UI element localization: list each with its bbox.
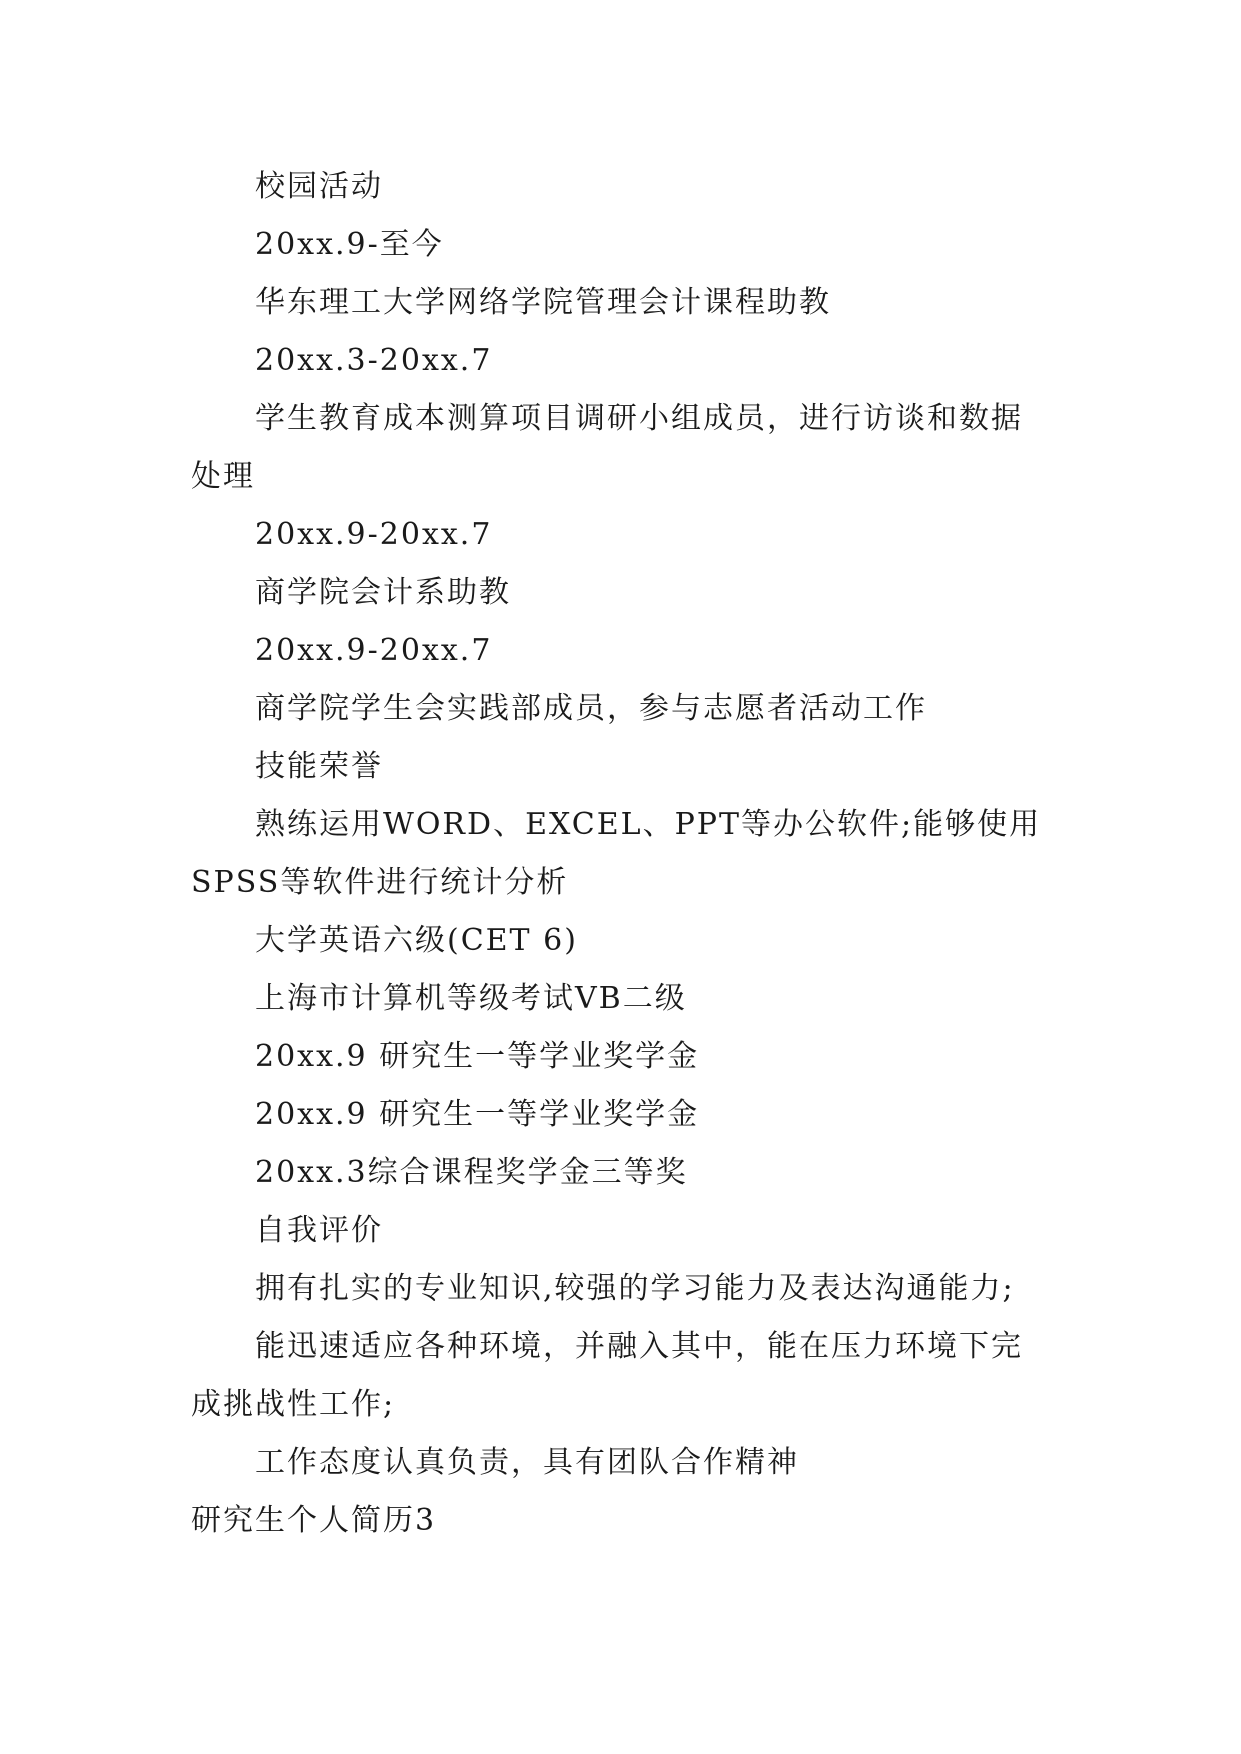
paragraph-self-evaluation-1: 拥有扎实的专业知识,较强的学习能力及表达沟通能力; xyxy=(255,1271,1015,1306)
paragraph-skills-heading: 技能荣誉 xyxy=(255,749,383,784)
paragraph-scholarship: 20xx.9 研究生一等学业奖学金 xyxy=(255,1039,700,1074)
paragraph-date: 20xx.9-至今 xyxy=(255,227,444,262)
paragraph-self-evaluation-3: 工作态度认真负责，具有团队合作精神 xyxy=(255,1445,799,1480)
paragraph-date: 20xx.9-20xx.7 xyxy=(255,633,493,668)
paragraph-computer-exam: 上海市计算机等级考试VB二级 xyxy=(255,981,687,1016)
paragraph-campus-activities-heading: 校园活动 xyxy=(255,169,383,204)
paragraph-scholarship: 20xx.9 研究生一等学业奖学金 xyxy=(255,1097,700,1132)
paragraph-self-evaluation-heading: 自我评价 xyxy=(255,1213,383,1248)
paragraph-research-group: 学生教育成本测算项目调研小组成员，进行访谈和数据处理 xyxy=(191,401,1023,494)
paragraph-date: 20xx.3-20xx.7 xyxy=(255,343,493,378)
paragraph-course-award: 20xx.3综合课程奖学金三等奖 xyxy=(255,1155,688,1190)
paragraph-self-evaluation-2: 能迅速适应各种环境，并融入其中，能在压力环境下完成挑战性工作; xyxy=(191,1329,1023,1422)
paragraph-student-union: 商学院学生会实践部成员，参与志愿者活动工作 xyxy=(255,691,927,726)
paragraph-teaching-assistant: 华东理工大学网络学院管理会计课程助教 xyxy=(255,285,831,320)
section-title-resume-3: 研究生个人简历3 xyxy=(191,1503,437,1538)
paragraph-cet6: 大学英语六级(CET 6) xyxy=(255,923,578,958)
paragraph-date: 20xx.9-20xx.7 xyxy=(255,517,493,552)
paragraph-accounting-assistant: 商学院会计系助教 xyxy=(255,575,511,610)
paragraph-software-skills: 熟练运用WORD、EXCEL、PPT等办公软件;能够使用SPSS等软件进行统计分析 xyxy=(191,807,1042,900)
document-body xyxy=(191,158,1051,1550)
